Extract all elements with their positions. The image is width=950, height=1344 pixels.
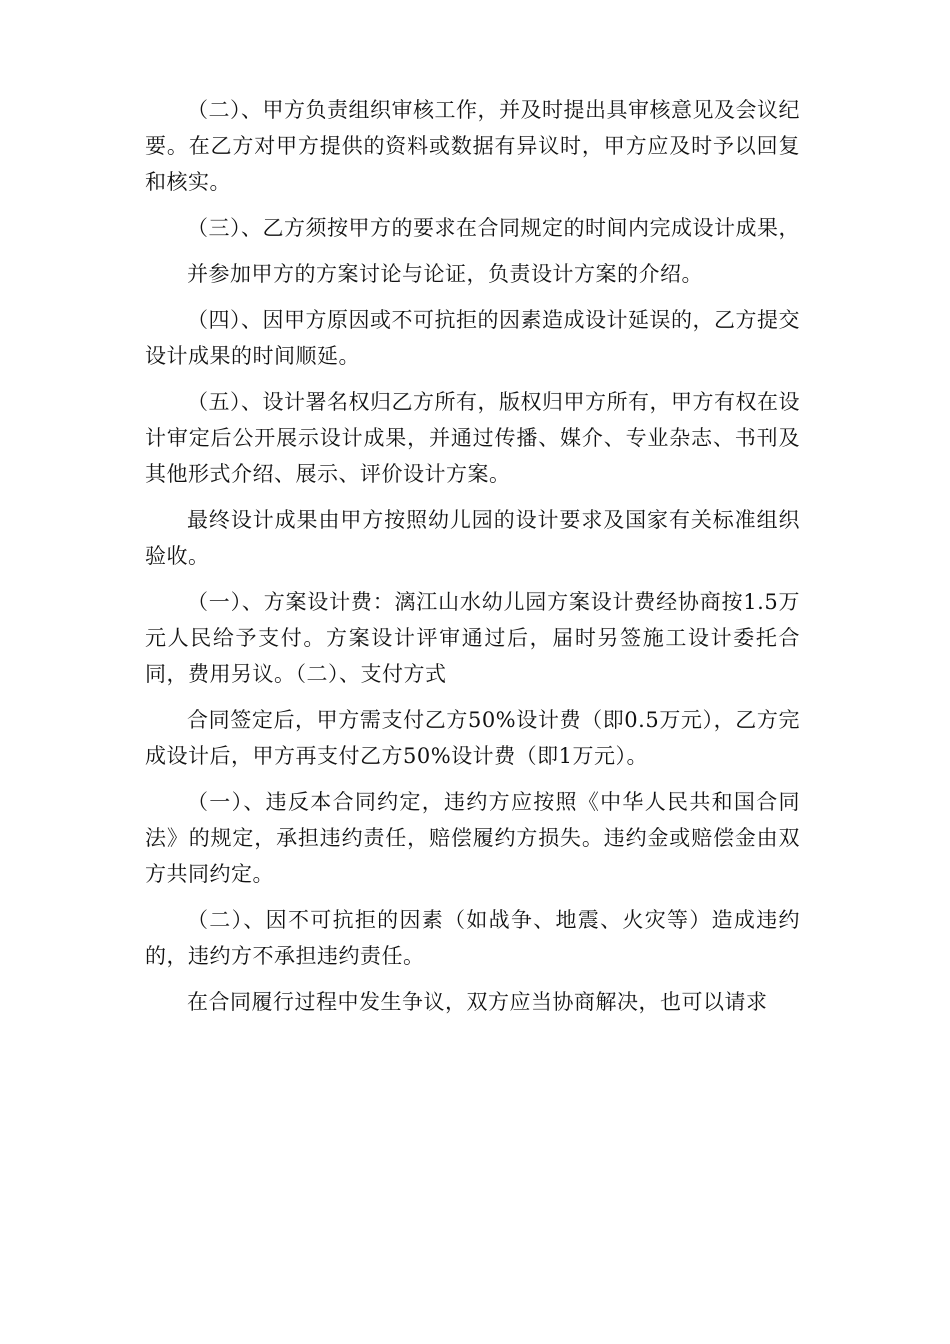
paragraph-participate-discussion: 并参加甲方的方案讨论与论证，负责设计方案的介绍。	[187, 262, 703, 286]
paragraph-design-fee: （一）、方案设计费：漓江山水幼儿园方案设计费经协商按1.5万元人民给予支付。方案设计评审通过后，届时另签施工设计委托合同，费用另议。（二）、支付方式	[145, 590, 800, 686]
paragraph-deliver-results: （三）、乙方须按甲方的要求在合同规定的时间内完成设计成果，	[187, 216, 800, 240]
paragraph-dispute: 在合同履行过程中发生争议，双方应当协商解决，也可以请求	[187, 990, 768, 1014]
paragraph-acceptance: 最终设计成果由甲方按照幼儿园的设计要求及国家有关标准组织验收。	[145, 508, 800, 568]
paragraph-delay: （四）、因甲方原因或不可抗拒的因素造成设计延误的，乙方提交设计成果的时间顺延。	[145, 308, 800, 368]
paragraph-payment: 合同签定后，甲方需支付乙方50%设计费（即0.5万元），乙方完成设计后，甲方再支付乙方50%设计费（即1万元）。	[145, 708, 800, 768]
paragraph-copyright: （五）、设计署名权归乙方所有，版权归甲方所有，甲方有权在设计审定后公开展示设计成果，并通过传播、媒介、专业杂志、书刊及其他形式介绍、展示、评价设计方案。	[145, 390, 800, 486]
document-body	[145, 92, 800, 1030]
paragraph-breach: （一）、违反本合同约定，违约方应按照《中华人民共和国合同法》的规定，承担违约责任，赔偿履约方损失。违约金或赔偿金由双方共同约定。	[145, 790, 800, 886]
paragraph-force-majeure: （二）、因不可抗拒的因素（如战争、地震、火灾等）造成违约的，违约方不承担违约责任。	[145, 908, 800, 968]
paragraph-review-duty: （二）、甲方负责组织审核工作，并及时提出具审核意见及会议纪要。在乙方对甲方提供的资料或数据有异议时，甲方应及时予以回复和核实。	[145, 98, 800, 194]
